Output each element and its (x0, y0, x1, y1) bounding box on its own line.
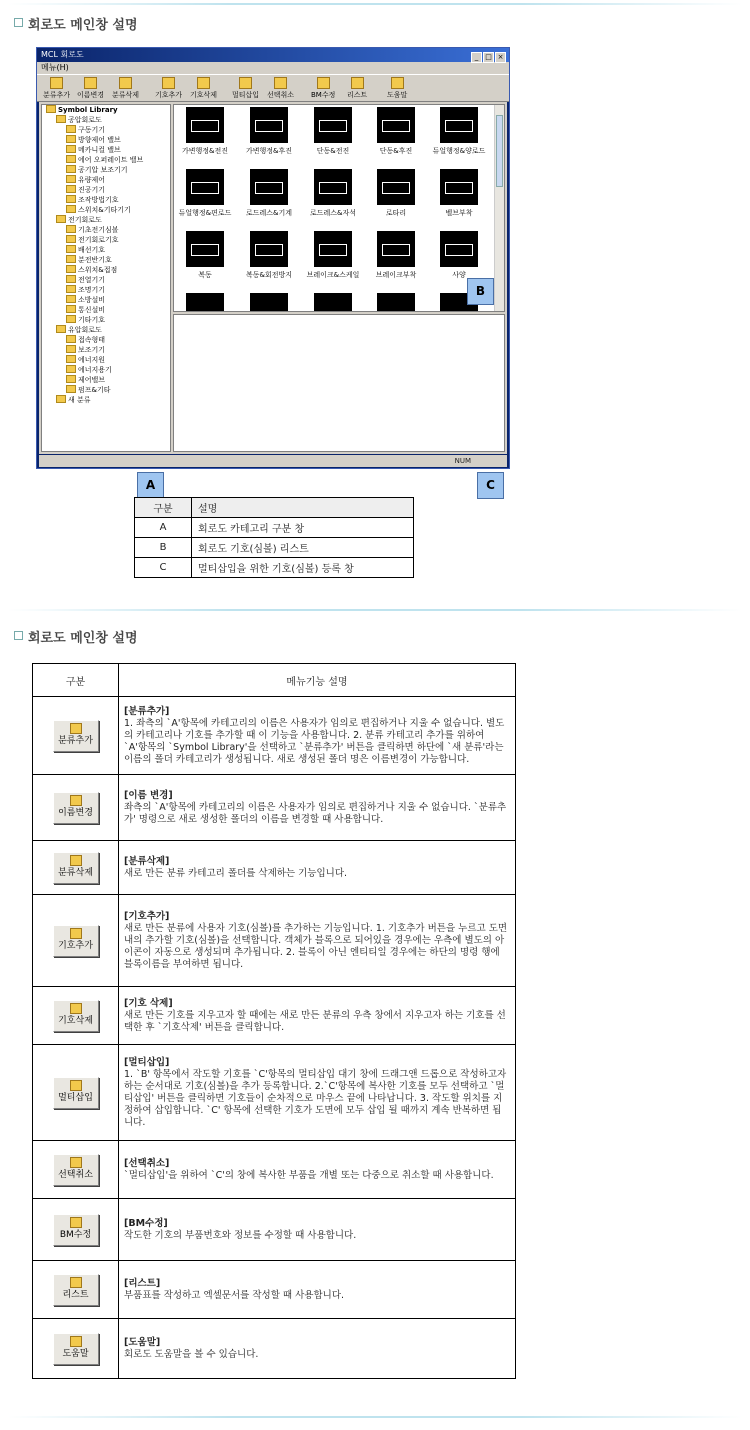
toolbar (37, 74, 509, 102)
col-header: 구분 (33, 664, 119, 697)
table-row (33, 1045, 516, 1141)
tree-node[interactable]: 소방설비 (42, 295, 170, 305)
status-bar: NUM (39, 455, 507, 467)
folder-add-icon (50, 77, 63, 89)
symbol-label: 로드레스&기계 (245, 209, 293, 217)
function-title: [기호추가] (124, 910, 170, 922)
toolbar-btn-delete-category[interactable]: 분류삭제 (112, 77, 139, 100)
folder-icon (56, 325, 66, 333)
bullet-icon (14, 18, 23, 27)
tree-node[interactable]: 에어 오퍼레이트 밸브 (42, 155, 170, 165)
label-b: B (467, 278, 494, 305)
table-row (33, 775, 516, 841)
menu-function-table (32, 663, 516, 1379)
col-header: 구분 (135, 498, 192, 518)
folder-icon (66, 155, 76, 163)
function-button[interactable]: 기호삭제 (53, 1000, 99, 1032)
middle-divider (8, 609, 742, 611)
category-tree[interactable] (41, 104, 171, 452)
tree-node[interactable]: 조명기기 (42, 285, 170, 295)
symbol-label: 브레이크&스케일 (306, 271, 360, 279)
table-row (33, 987, 516, 1045)
folder-icon (66, 355, 76, 363)
symbol-thumbnail[interactable] (314, 231, 352, 267)
folder-icon (66, 375, 76, 383)
function-title: [도움말] (124, 1336, 161, 1348)
function-icon (70, 1080, 82, 1091)
function-icon (70, 1157, 82, 1168)
tree-node[interactable]: 스위치&접점 (42, 265, 170, 275)
multi-insert-pane[interactable] (173, 314, 505, 452)
folder-icon (66, 275, 76, 283)
table-row (33, 697, 516, 775)
function-description: 새로 만든 기호를 지우고자 할 때에는 새로 만든 분류의 우측 창에서 지우고자 하는 기호를 선택한 후 `기호삭제' 버튼을 클릭합니다. (124, 1009, 506, 1033)
folder-delete-icon (119, 77, 132, 89)
folder-icon (66, 265, 76, 273)
symbol-thumbnail[interactable] (250, 107, 288, 143)
function-button[interactable]: 분류추가 (53, 720, 99, 752)
col-header: 메뉴기능 설명 (119, 664, 516, 697)
symbol-label: 가변행정&후진 (245, 147, 293, 155)
symbol-label: 듀얼행정&편로드 (178, 209, 232, 217)
tree-node[interactable]: 구동기기 (42, 125, 170, 135)
tree-node[interactable]: 제어밸브 (42, 375, 170, 385)
section-title-1: 회로도 메인창 설명 (14, 14, 138, 33)
folder-icon (56, 215, 66, 223)
symbol-thumbnail[interactable] (314, 169, 352, 205)
symbol-thumbnail[interactable] (377, 107, 415, 143)
toolbar-btn-add-symbol[interactable]: 기호추가 (155, 77, 182, 100)
tree-node[interactable]: 분전반기호 (42, 255, 170, 265)
tree-node[interactable]: 기타기호 (42, 315, 170, 325)
folder-icon (66, 205, 76, 213)
folder-icon (66, 365, 76, 373)
bm-edit-icon (317, 77, 330, 89)
cancel-selection-icon (274, 77, 287, 89)
function-icon (70, 928, 82, 939)
function-button[interactable]: 기호추가 (53, 925, 99, 957)
folder-icon (66, 185, 76, 193)
function-icon (70, 1277, 82, 1288)
tree-node[interactable]: 전열기기 (42, 275, 170, 285)
close-icon[interactable]: × (495, 52, 506, 63)
function-description: 새로 만든 분류 카테고리 폴더를 삭제하는 기능입니다. (124, 867, 348, 879)
function-title: [선택취소] (124, 1157, 170, 1169)
symbol-add-icon (162, 77, 175, 89)
toolbar-btn-cancel-selection[interactable]: 선택취소 (267, 77, 294, 100)
folder-icon (46, 105, 56, 113)
minimize-icon[interactable]: _ (471, 52, 482, 63)
help-icon (391, 77, 404, 89)
function-description: 부품표를 작성하고 엑셀문서를 작성할 때 사용합니다. (124, 1289, 345, 1301)
symbol-label: 로드레스&자석 (309, 209, 357, 217)
function-title: [분류추가] (124, 705, 170, 717)
table-row (33, 1319, 516, 1379)
symbol-thumbnail[interactable] (186, 293, 224, 312)
tree-node[interactable]: 보조기기 (42, 345, 170, 355)
region-table (134, 497, 414, 578)
symbol-label: 듀얼행정&양로드 (432, 147, 486, 155)
toolbar-btn-rename[interactable]: 이름변경 (77, 77, 104, 100)
tree-node[interactable]: 새 분류 (42, 395, 170, 405)
function-button[interactable]: 이름변경 (53, 792, 99, 824)
symbol-thumbnail[interactable] (314, 293, 352, 312)
table-row (33, 1141, 516, 1199)
app-window-screenshot (36, 47, 510, 492)
table-row (33, 1261, 516, 1319)
table-row: C 멀티삽입을 위한 기호(심볼) 등록 창 (135, 558, 414, 578)
folder-icon (66, 235, 76, 243)
symbol-label: 단동&전진 (316, 147, 350, 155)
toolbar-btn-list[interactable]: 리스트 (347, 77, 367, 100)
symbol-label: 로타리 (385, 209, 407, 217)
symbol-delete-icon (197, 77, 210, 89)
symbol-thumbnail[interactable] (314, 107, 352, 143)
symbol-thumbnail[interactable] (186, 231, 224, 267)
function-description: 새로 만든 분류에 사용자 기호(심볼)를 추가하는 기능입니다. 1. 기호추가 버튼을 누르고 도면내의 추가할 기호(심볼)을 선택합니다. 객체가 블록으로 되어있을 경우에는 우측에 별도의 아이콘이 자동으로 생성되며 추가됩니다. 2. 블록이 아닌 엔티티일 경우에는 하단의 명령 행에 블록이름을 부여하면 됩니다. (124, 922, 508, 970)
symbol-thumbnail[interactable] (250, 293, 288, 312)
symbol-thumbnail[interactable] (440, 107, 478, 143)
function-button[interactable]: 멀티삽입 (53, 1077, 99, 1109)
function-description: 1. 좌측의 `A'항목에 카테고리의 이름은 사용자가 임의로 편집하거나 지울 수 없습니다. 별도의 카테고리나 기호를 추가할 때 이 기능을 사용합니다. 2. 분류 카테고리 추가를 위하여 `A'항목의 `Symbol Library'을 선택하고 `분류추가' 버튼을 클릭하면 하단에 `새 분류'라는 이름의 폴더 카테고리가 생성됩니다. 새로 생성된 폴더 명은 이름변경이 가능합니다. (124, 717, 505, 765)
tree-node[interactable]: 공압회로도 (42, 115, 170, 125)
function-button[interactable]: 도움말 (53, 1333, 99, 1365)
tree-node[interactable]: Symbol Library (42, 105, 170, 115)
folder-icon (66, 385, 76, 393)
menu-bar[interactable]: 메뉴(H) (37, 62, 509, 74)
tree-node[interactable]: 에너지원 (42, 355, 170, 365)
window-titlebar: MCL 회로도 _ □ × (37, 48, 509, 62)
symbol-label: 벨브부착 (445, 209, 473, 217)
symbol-thumbnail[interactable] (440, 231, 478, 267)
function-title: [멀티삽입] (124, 1056, 170, 1068)
tree-node[interactable]: 접속형태 (42, 335, 170, 345)
symbol-thumbnail[interactable] (440, 169, 478, 205)
function-description: 좌측의 `A'항목에 카테고리의 이름은 사용자가 임의로 편집하거나 지울 수 없습니다. `분류추가' 명령으로 새로 생성한 폴더의 이름을 변경할 때 사용합니다. (124, 801, 507, 825)
function-title: [리스트] (124, 1277, 161, 1289)
function-title: [기호 삭제] (124, 997, 173, 1009)
symbol-thumbnail[interactable] (377, 293, 415, 312)
symbol-label: 복동 (198, 271, 212, 279)
symbol-thumbnail[interactable] (186, 169, 224, 205)
folder-icon (66, 295, 76, 303)
bottom-divider (8, 1416, 742, 1418)
tree-node[interactable]: 기초전기심볼 (42, 225, 170, 235)
folder-icon (66, 305, 76, 313)
symbol-gallery[interactable] (173, 104, 505, 312)
symbol-thumbnail[interactable] (377, 231, 415, 267)
tree-node[interactable]: 스위치&기타기기 (42, 205, 170, 215)
tree-node[interactable]: 전기회로도 (42, 215, 170, 225)
symbol-thumbnail[interactable] (250, 169, 288, 205)
maximize-icon[interactable]: □ (483, 52, 494, 63)
folder-icon (66, 165, 76, 173)
symbol-label: 사양 (452, 271, 466, 279)
function-description: 회로도 도움말을 볼 수 있습니다. (124, 1348, 259, 1360)
label-a: A (137, 472, 164, 499)
table-row (33, 1199, 516, 1261)
function-title: [분류삭제] (124, 855, 170, 867)
function-icon (70, 1336, 82, 1347)
label-c: C (477, 472, 504, 499)
table-row: B 회로도 기호(심볼) 리스트 (135, 538, 414, 558)
tree-node[interactable]: 전기회로기호 (42, 235, 170, 245)
function-icon (70, 723, 82, 734)
symbol-label: 가변행정&전진 (181, 147, 229, 155)
folder-icon (66, 175, 76, 183)
tree-node[interactable]: 유압회로도 (42, 325, 170, 335)
symbol-label: 단동&후진 (379, 147, 413, 155)
scrollbar-thumb[interactable] (496, 115, 503, 187)
folder-icon (66, 315, 76, 323)
tree-node[interactable]: 조작방법기호 (42, 195, 170, 205)
folder-icon (66, 225, 76, 233)
folder-icon (66, 255, 76, 263)
symbol-thumbnail[interactable] (377, 169, 415, 205)
symbol-label: 복동&회전방지 (245, 271, 293, 279)
function-icon (70, 855, 82, 866)
folder-icon (56, 115, 66, 123)
toolbar-btn-add-category[interactable]: 분류추가 (43, 77, 70, 100)
toolbar-btn-multi-insert[interactable]: 멀티삽입 (232, 77, 259, 100)
top-divider (8, 3, 742, 5)
folder-icon (66, 285, 76, 293)
function-button[interactable]: BM수정 (53, 1214, 99, 1246)
tree-node[interactable]: 통신설비 (42, 305, 170, 315)
folder-icon (66, 245, 76, 253)
bullet-icon (14, 631, 23, 640)
multi-insert-icon (239, 77, 252, 89)
tree-node[interactable]: 에너지용기 (42, 365, 170, 375)
table-row (33, 841, 516, 895)
function-button[interactable]: 분류삭제 (53, 852, 99, 884)
folder-icon (66, 125, 76, 133)
folder-icon (66, 335, 76, 343)
toolbar-btn-delete-symbol[interactable]: 기호삭제 (190, 77, 217, 100)
folder-icon (66, 145, 76, 153)
symbol-thumbnail[interactable] (250, 231, 288, 267)
table-row: A 회로도 카테고리 구분 창 (135, 518, 414, 538)
function-description: 작도한 기호의 부품번호와 정보를 수정할 때 사용합니다. (124, 1229, 357, 1241)
folder-icon (66, 345, 76, 353)
function-title: [BM수정] (124, 1217, 168, 1229)
tree-node[interactable]: 공기압 보조기기 (42, 165, 170, 175)
function-button[interactable]: 리스트 (53, 1274, 99, 1306)
tree-node[interactable]: 펌프&기타 (42, 385, 170, 395)
function-icon (70, 1217, 82, 1228)
list-icon (351, 77, 364, 89)
toolbar-btn-bm-edit[interactable]: BM수정 (311, 77, 335, 100)
folder-icon (56, 395, 66, 403)
table-row (33, 895, 516, 987)
tree-node[interactable]: 진공기기 (42, 185, 170, 195)
col-header: 설명 (192, 498, 414, 518)
function-description: 1. `B' 항목에서 작도할 기호를 `C'항목의 멀티삽입 대기 창에 드래그앤 드롭으로 작성하고자 하는 순서대로 기호(심볼)을 추가 등록합니다. 2.`C'항목에 복사한 기호를 모두 선택하고 `멀티삽입' 버튼을 클릭하면 기호들이 순차적으로 마우스 끝에 나타납니다. 3. 작도할 위치를 지정하여 삽입합니다. `C' 항목에 선택한 기호가 도면에 모두 삽입 될 때까지 계속 반복하면 됩니다. (124, 1068, 507, 1128)
tree-node[interactable]: 메카니컬 밸브 (42, 145, 170, 155)
symbol-thumbnail[interactable] (186, 107, 224, 143)
gallery-scrollbar[interactable] (494, 105, 504, 311)
tree-node[interactable]: 유량제어 (42, 175, 170, 185)
function-description: `멀티삽입'을 위하여 `C'의 창에 복사한 부품을 개별 또는 다중으로 취소할 때 사용합니다. (124, 1169, 494, 1181)
function-icon (70, 795, 82, 806)
folder-icon (66, 135, 76, 143)
section-title-2: 회로도 메인창 설명 (14, 627, 138, 646)
function-title: [이름 변경] (124, 789, 173, 801)
tree-node[interactable]: 방향제어 밸브 (42, 135, 170, 145)
folder-icon (66, 195, 76, 203)
function-icon (70, 1003, 82, 1014)
tree-node[interactable]: 배선기호 (42, 245, 170, 255)
symbol-label: 브레이크부착 (375, 271, 417, 279)
toolbar-btn-help[interactable]: 도움말 (387, 77, 407, 100)
folder-rename-icon (84, 77, 97, 89)
function-button[interactable]: 선택취소 (53, 1154, 99, 1186)
